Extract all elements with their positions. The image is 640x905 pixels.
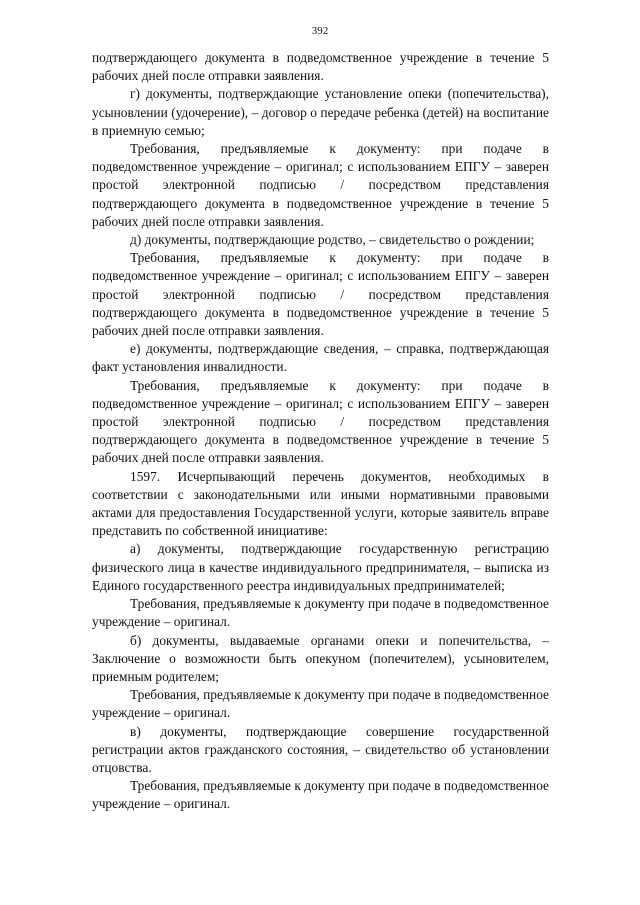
paragraph-continuation: подтверждающего документа в подведомственное учреждение в течение 5 рабочих дней после отправки заявления. [92, 50, 549, 84]
paragraph-item-b: б) документы, выдаваемые органами опеки и попечительства, – Заключение о возможности быть опекуном (попечителем), усыновителем, приемным родителем; [92, 632, 549, 684]
paragraph-requirements-g: Требования, предъявляемые к документу: при подаче в подведомственное учреждение – оригинал; с использованием ЕПГУ – заверен простой электронной подписью / посредством представления подтверждающего документа в подведомственное учреждение в течение 5 рабочих дней после отправки заявления. [92, 141, 549, 229]
paragraph-requirements-a: Требования, предъявляемые к документу при подаче в подведомственное учреждение – оригинал. [92, 596, 549, 630]
page-number: 392 [311, 25, 329, 37]
paragraph-requirements-d: Требования, предъявляемые к документу: при подаче в подведомственное учреждение – оригинал; с использованием ЕПГУ – заверен простой электронной подписью / посредством представления подтверждающего документа в подведомственное учреждение в течение 5 рабочих дней после отправки заявления. [92, 250, 549, 339]
paragraph-requirements-e: Требования, предъявляемые к документу: при подаче в подведомственное учреждение – оригинал; с использованием ЕПГУ – заверен простой электронной подписью / посредством представления подтверждающего документа в подведомственное учреждение в течение 5 рабочих дней после отправки заявления. [92, 377, 549, 466]
paragraph-item-a: а) документы, подтверждающие государственную регистрацию физического лица в качестве индивидуального предпринимателя, – выписка из Единого государственного реестра индивидуальных предпринимателей; [92, 541, 549, 593]
paragraph-item-v: в) документы, подтверждающие совершение государственной регистрации актов гражданского состояния, – свидетельство об установлении отцовства. [92, 723, 549, 775]
paragraph-requirements-v: Требования, предъявляемые к документу при подаче в подведомственное учреждение – оригинал. [92, 778, 549, 812]
paragraph-section-1597: 1597. Исчерпывающий перечень документов, необходимых в соответствии с законодательными или иными нормативными правовыми актами для предоставления Государственной услуги, которые заявитель вправе представить по собственной инициативе: [92, 468, 549, 539]
document-body [92, 49, 549, 814]
paragraph-item-g: г) документы, подтверждающие установление опеки (попечительства), усыновлении (удочерение), – договор о передаче ребенка (детей) на воспитание в приемную семью; [92, 86, 549, 138]
paragraph-item-d: д) документы, подтверждающие родство, – свидетельство о рождении; [130, 232, 535, 248]
paragraph-requirements-b: Требования, предъявляемые к документу при подаче в подведомственное учреждение – оригинал. [92, 687, 549, 721]
paragraph-item-e: е) документы, подтверждающие сведения, – справка, подтверждающая факт установления инвалидности. [92, 341, 549, 375]
